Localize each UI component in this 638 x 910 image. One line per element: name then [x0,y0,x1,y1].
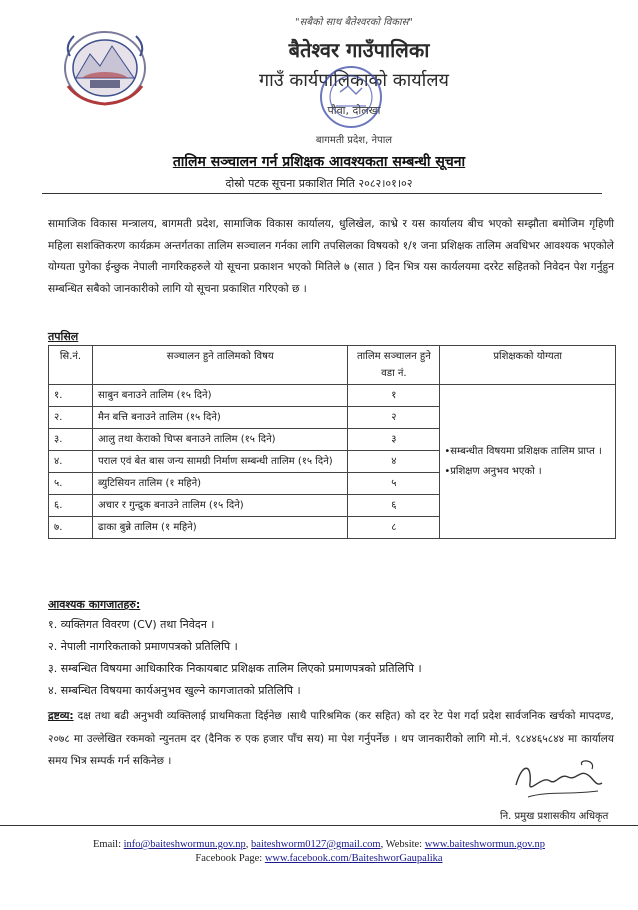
office-title: गाउँ कार्यपालिकाको कार्यालय [259,70,449,91]
document-item: २. नेपाली नागरिकताको प्रमाणपत्रको प्रतिलिपि । [48,640,238,653]
row-subject: आलु तथा केराको चिप्स बनाउने तालिम (१५ दिने) [92,429,347,451]
province-line: बागमती प्रदेश, नेपाल [315,135,393,146]
notice-paragraph: सामाजिक विकास मन्त्रालय, बागमती प्रदेश, सामाजिक विकास कार्यालय, धुलिखेल, काभ्रे र यस कार्यालय बीच भएको सम्झौता बमोजिम गृहिणी महिला सशक्तिकरण कार्यक्रम अन्तर्गतका तालिम सञ्चालन गर्नका लागि तपसिलका विषयको १/१ जना प्रशिक्षक तालिम अवधिभर आवश्यक भएकोले योग्यता पुगेका ईन्छुक नेपाली नागरिकहरुले यो सूचना प्रकाशन भएको मितिले ७ (सात ) दिन भित्र यस कार्यलयमा दररेट सहितको निवेदन पेश गर्नुहुन सम्बन्धित सबैको जानकारीको लागि यो सूचना प्रकाशित गरिएको छ । [48,218,614,295]
row-subject: मैन बत्ति बनाउने तालिम (१५ दिने) [92,407,347,429]
website-label: , Website: [380,839,425,850]
document-item: ४. सम्बन्धित विषयमा कार्यअनुभव खुल्ने कागजातको प्रतिलिपि । [48,684,301,697]
table-header-row [49,346,616,385]
footer [0,838,638,866]
col-header-qualification: प्रशिक्षकको योग्यता [440,346,616,385]
row-sn: ४. [49,451,93,473]
row-ward: ३ [348,429,440,451]
email-separator: , [245,839,252,850]
slogan: "सबैको साथ बैतेश्वरको विकास" [295,17,413,28]
office-address: पौवा, दोलखा [327,104,381,117]
row-sn: ३. [49,429,93,451]
document-item: १. व्यक्तिगत विवरण (CV) तथा निवेदन । [48,618,215,631]
row-sn: १. [49,385,93,407]
documents-heading: आवश्यक कागजातहरु: [48,598,141,611]
header-divider [42,193,602,194]
row-ward: २ [348,407,440,429]
row-sn: २. [49,407,93,429]
row-subject: साबुन बनाउने तालिम (१५ दिने) [92,385,347,407]
qualification-item: •सम्बन्धीत विषयमा प्रशिक्षक तालिम प्राप्त । [444,445,602,457]
row-sn: ५. [49,473,93,495]
document-item: ३. सम्बन्धित विषयमा आधिकारिक निकायबाट प्रशिक्षक तालिम लिएको प्रमाणपत्रको प्रतिलिपि । [48,662,422,675]
notice-title: तालिम सञ्चालन गर्न प्रशिक्षक आवश्यकता सम्बन्धी सूचना [172,154,466,170]
handwritten-signature [508,755,608,805]
row-ward: ६ [348,495,440,517]
row-subject: ब्युटिसियन तालिम (१ महिने) [92,473,347,495]
publish-date: दोस्रो पटक सूचना प्रकाशित मिति २०८२।०१।०२ [225,177,413,190]
office-seal-stamp [316,62,386,132]
col-header-sn: सि.नं. [49,346,93,385]
facebook-link[interactable]: www.facebook.com/BaiteshworGaupalika [264,853,443,864]
row-sn: ६. [49,495,93,517]
row-ward: ५ [348,473,440,495]
row-subject: अचार र गुन्द्रुक बनाउने तालिम (१५ दिने) [92,495,347,517]
email-link-2[interactable]: baiteshworm0127@gmail.com [251,839,381,850]
row-ward: ४ [348,451,440,473]
footer-divider [0,825,638,826]
row-sn: ७. [49,517,93,539]
row-ward: १ [348,385,440,407]
municipality-title: बैतेश्वर गाउँपालिका [288,38,430,62]
note-text: दक्ष तथा बढी अनुभवी व्यक्तिलाई प्राथमिकता दिईनेछ ।साथै पारिश्रमिक (कर सहित) को दर रेट पेश गर्दा प्रदेश सार्वजनिक खर्चको मापदण्ड, २०७८ मा उल्लेखित रकमको न्युनतम दर (दैनिक रु एक हजार पाँच सय) मा पेश गर्नुपर्नेछ । थप जानकारीको लागि मो.नं. ९८४४६५८४४ मा कार्यालय समय भित्र सम्पर्क गर्न सकिनेछ । [48,710,614,767]
row-subject: पराल एवं बेत बास जन्य सामग्री निर्माण सम्बन्धी तालिम (१५ दिने) [92,451,347,473]
footer-contact-line [0,838,638,852]
row-subject: ढाका बुन्ने तालिम (१ महिने) [92,517,347,539]
email-link-1[interactable]: info@baiteshwormun.gov.np [123,839,246,850]
footer-facebook-line [0,852,638,866]
col-header-ward: तालिम सञ्चालन हुने वडा नं. [348,346,440,385]
table-row [49,385,616,407]
note-label: द्रष्टव्य: [48,710,74,722]
signatory-title: नि. प्रमुख प्रशासकीय अधिकृत [500,811,609,822]
website-link[interactable]: www.baiteshwormun.gov.np [424,839,545,850]
facebook-label: Facebook Page: [195,853,265,864]
email-label: Email: [93,839,124,850]
qualification-item: •प्रशिक्षण अनुभव भएको । [444,465,542,477]
qualification-cell [440,385,616,539]
training-table [48,345,616,539]
row-ward: ८ [348,517,440,539]
col-header-subject: सञ्चालन हुने तालिमको विषय [92,346,347,385]
tapsil-heading: तपसिल [48,330,79,343]
